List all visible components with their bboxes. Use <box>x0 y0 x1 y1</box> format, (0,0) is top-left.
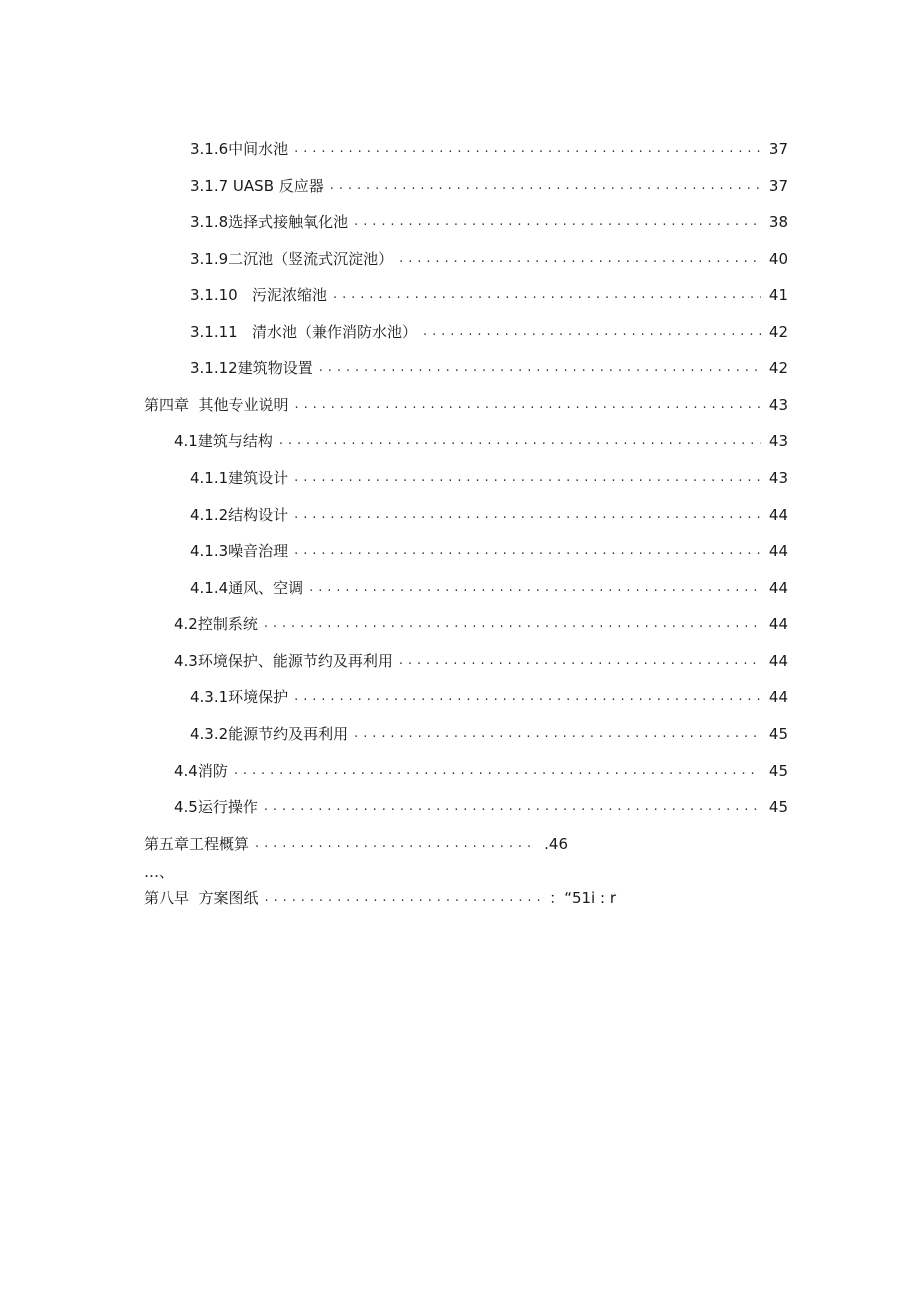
toc-ellipsis: …、 <box>144 863 175 881</box>
toc-entry-chapter-8[interactable] <box>144 886 616 910</box>
toc-entry-page: 45 <box>768 725 788 743</box>
toc-entry-3-1-7[interactable] <box>190 174 788 198</box>
toc-entry-label: 第五章工程概算 <box>144 835 250 853</box>
dot-leader <box>294 466 761 490</box>
toc-entry-4-4[interactable] <box>174 759 788 783</box>
toc-entry-page: 44 <box>768 652 788 670</box>
toc-entry-label: 3.1.12建筑物设置 <box>190 359 313 377</box>
dot-leader <box>354 210 761 234</box>
toc-entry-label: 3.1.8选择式接触氧化池 <box>190 213 349 231</box>
toc-entry-page: 41 <box>768 286 788 304</box>
toc-entry-label: 4.2控制系统 <box>174 615 258 633</box>
toc-entry-label: 3.1.7 UASB 反应器 <box>190 177 324 195</box>
toc-entry-4-3-2[interactable] <box>190 722 788 746</box>
toc-entry-page: 40 <box>768 250 788 268</box>
toc-entry-chapter-5[interactable] <box>144 832 568 856</box>
toc-entry-page: 42 <box>768 323 788 341</box>
toc-entry-label: 第八早 方案图纸 <box>144 889 259 907</box>
toc-entry-page: 44 <box>768 542 788 560</box>
toc-entry-label: 4.1.1建筑设计 <box>190 469 289 487</box>
toc-entry-label: 4.4消防 <box>174 762 228 780</box>
dot-leader <box>264 612 761 636</box>
dot-leader <box>234 759 761 783</box>
dot-leader <box>330 174 761 198</box>
toc-entry-label: 4.3.2能源节约及再利用 <box>190 725 349 743</box>
toc-entry-label: 3.1.11 清水池（兼作消防水池） <box>190 323 418 341</box>
toc-entry-4-5[interactable] <box>174 795 788 819</box>
toc-entry-3-1-11[interactable] <box>190 320 788 344</box>
toc-entry-page: 37 <box>768 140 788 158</box>
dot-leader <box>264 795 761 819</box>
toc-entry-label: 4.1.2结构设计 <box>190 506 289 524</box>
toc-entry-4-3[interactable] <box>174 649 788 673</box>
toc-entry-page: 44 <box>768 615 788 633</box>
toc-entry-label: 3.1.9二沉池（竖流式沉淀池） <box>190 250 394 268</box>
toc-entry-chapter-4[interactable] <box>144 393 788 417</box>
toc-entry-4-1-4[interactable] <box>190 576 788 600</box>
dot-leader <box>294 137 761 161</box>
toc-entry-label: 4.3.1环境保护 <box>190 688 289 706</box>
toc-entry-page: 43 <box>768 432 788 450</box>
toc-entry-label: 4.1.4通风、空调 <box>190 579 304 597</box>
toc-entry-label: 3.1.10 污泥浓缩池 <box>190 286 328 304</box>
toc-entry-4-1-3[interactable] <box>190 539 788 563</box>
dot-leader <box>423 320 761 344</box>
toc-entry-page: 45 <box>768 762 788 780</box>
dot-leader <box>255 832 536 856</box>
toc-entry-label: 4.1建筑与结构 <box>174 432 273 450</box>
toc-entry-page: 43 <box>768 469 788 487</box>
toc-entry-label: 4.3环境保护、能源节约及再利用 <box>174 652 393 670</box>
dot-leader <box>294 539 761 563</box>
toc-entry-label: 3.1.6中间水池 <box>190 140 289 158</box>
toc-entry-page: ：“51i : r <box>549 889 616 907</box>
dot-leader <box>294 503 761 527</box>
dot-leader <box>309 576 761 600</box>
dot-leader <box>279 429 761 453</box>
dot-leader <box>265 886 542 910</box>
dot-leader <box>399 247 761 271</box>
toc-entry-3-1-10[interactable] <box>190 283 788 307</box>
toc-entry-4-1-1[interactable] <box>190 466 788 490</box>
toc-entry-page: 44 <box>768 688 788 706</box>
toc-entry-page: 37 <box>768 177 788 195</box>
dot-leader <box>399 649 761 673</box>
toc-entry-4-2[interactable] <box>174 612 788 636</box>
toc-entry-4-1[interactable] <box>174 429 788 453</box>
toc-entry-label: 第四章 其他专业说明 <box>144 396 289 414</box>
dot-leader <box>294 685 761 709</box>
toc-entry-page: 45 <box>768 798 788 816</box>
toc-entry-label: 4.1.3噪音治理 <box>190 542 289 560</box>
toc-entry-page: 38 <box>768 213 788 231</box>
dot-leader <box>333 283 761 307</box>
toc-entry-page: 42 <box>768 359 788 377</box>
toc-entry-page: 43 <box>768 396 788 414</box>
toc-entry-3-1-12[interactable] <box>190 356 788 380</box>
toc-entry-page: 44 <box>768 579 788 597</box>
toc-entry-3-1-8[interactable] <box>190 210 788 234</box>
toc-entry-3-1-6[interactable] <box>190 137 788 161</box>
dot-leader <box>295 393 761 417</box>
toc-entry-page: 44 <box>768 506 788 524</box>
toc-entry-4-1-2[interactable] <box>190 503 788 527</box>
dot-leader <box>354 722 761 746</box>
toc-entry-4-3-1[interactable] <box>190 685 788 709</box>
toc-entry-label: 4.5运行操作 <box>174 798 258 816</box>
dot-leader <box>319 356 761 380</box>
toc-entry-page: .46 <box>544 835 568 853</box>
toc-entry-3-1-9[interactable] <box>190 247 788 271</box>
